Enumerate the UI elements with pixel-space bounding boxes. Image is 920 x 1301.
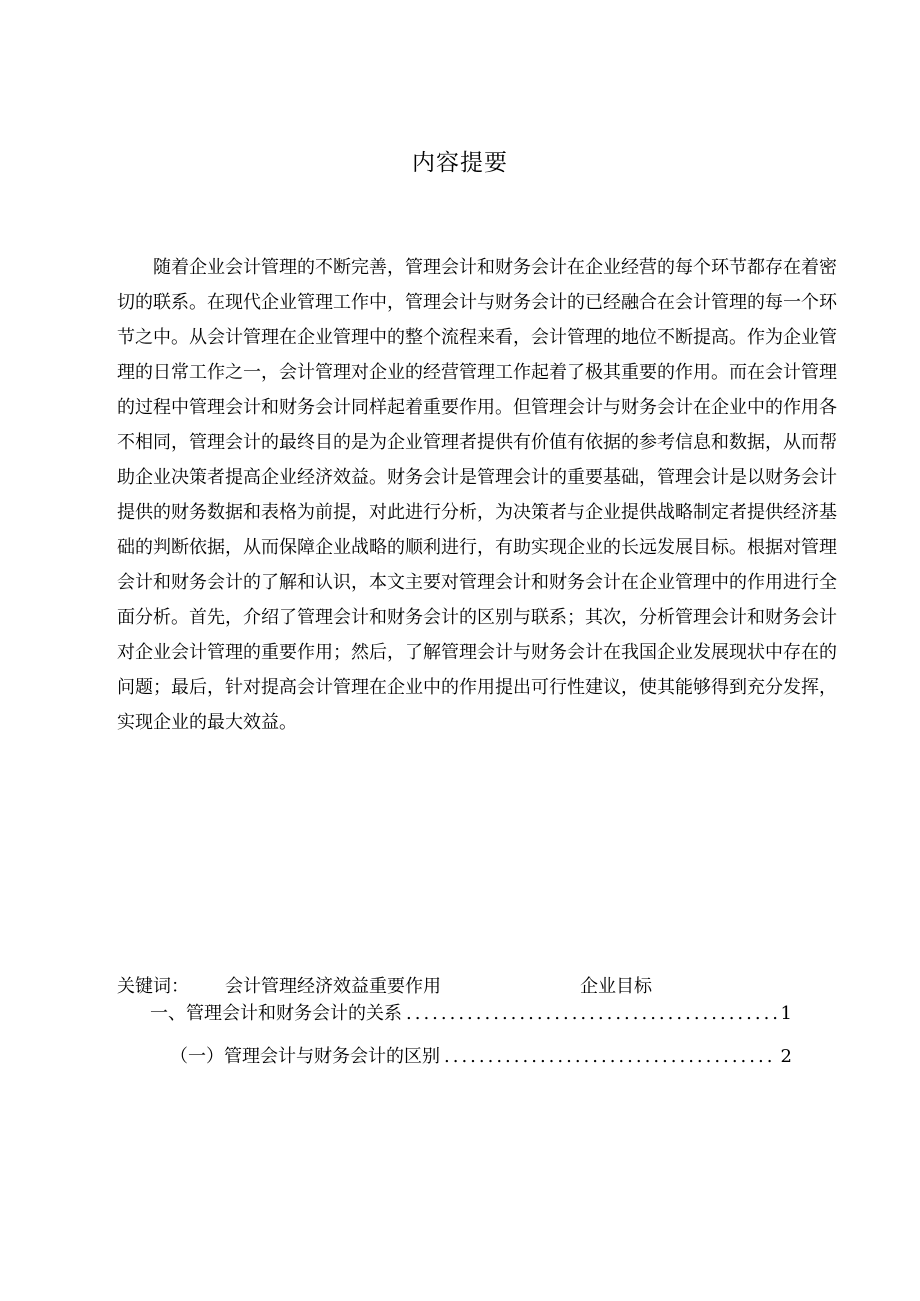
toc-entry-2-leader bbox=[444, 1042, 777, 1072]
toc-entry-1-text: 一、管理会计和财务会计的关系 bbox=[150, 1003, 402, 1024]
toc-entry-2-page: 2 bbox=[780, 1046, 792, 1067]
keywords-group-a: 会计管理经济效益重要作用 bbox=[225, 976, 441, 997]
abstract-paragraph: 随着企业会计管理的不断完善，管理会计和财务会计在企业经营的每个环节都存在着密切的联系。在现代企业管理工作中，管理会计与财务会计的已经融合在会计管理的每一个环节之中。从会计管理在企业管理中的整个流程来看，会计管理的地位不断提高。作为企业管理的日常工作之一，会计管理对企业的经营管理工作起着了极其重要的作用。而在会计管理的过程中管理会计和财务会计同样起着重要作用。但管理会计与财务会计在企业中的作用各不相同，管理会计的最终目的是为企业管理者提供有价值有依据的参考信息和数据，从而帮助企业决策者提高企业经济效益。财务会计是管理会计的重要基础，管理会计是以财务会计提供的财务数据和表格为前提，对此进行分析，为决策者与企业提供战略制定者提供经济基础的判断依据，从而保障企业战略的顺利进行，有助实现企业的长远发展目标。根据对管理会计和财务会计的了解和认识，本文主要对管理会计和财务会计在企业管理中的作用进行全面分析。首先，介绍了管理会计和财务会计的区别与联系；其次，分析管理会计和财务会计对企业会计管理的重要作用；然后，了解管理会计与财务会计在我国企业发展现状中存在的问题；最后，针对提高会计管理在企业中的作用提出可行性建议，使其能够得到充分发挥，实现企业的最大效益。 bbox=[117, 257, 837, 733]
toc-entry-2-text: （一）管理会计与财务会计的区别 bbox=[170, 1046, 440, 1067]
toc-entry-2[interactable] bbox=[170, 1042, 792, 1072]
page-title: 内容提要 bbox=[412, 150, 508, 176]
toc-entry-1[interactable] bbox=[150, 999, 792, 1029]
toc-entry-1-page: 1 bbox=[780, 1003, 792, 1024]
keywords-label: 关键词： bbox=[117, 976, 189, 997]
keywords-group-b: 企业目标 bbox=[580, 976, 652, 997]
toc-entry-1-leader bbox=[406, 999, 777, 1029]
keywords-line bbox=[117, 972, 837, 1002]
